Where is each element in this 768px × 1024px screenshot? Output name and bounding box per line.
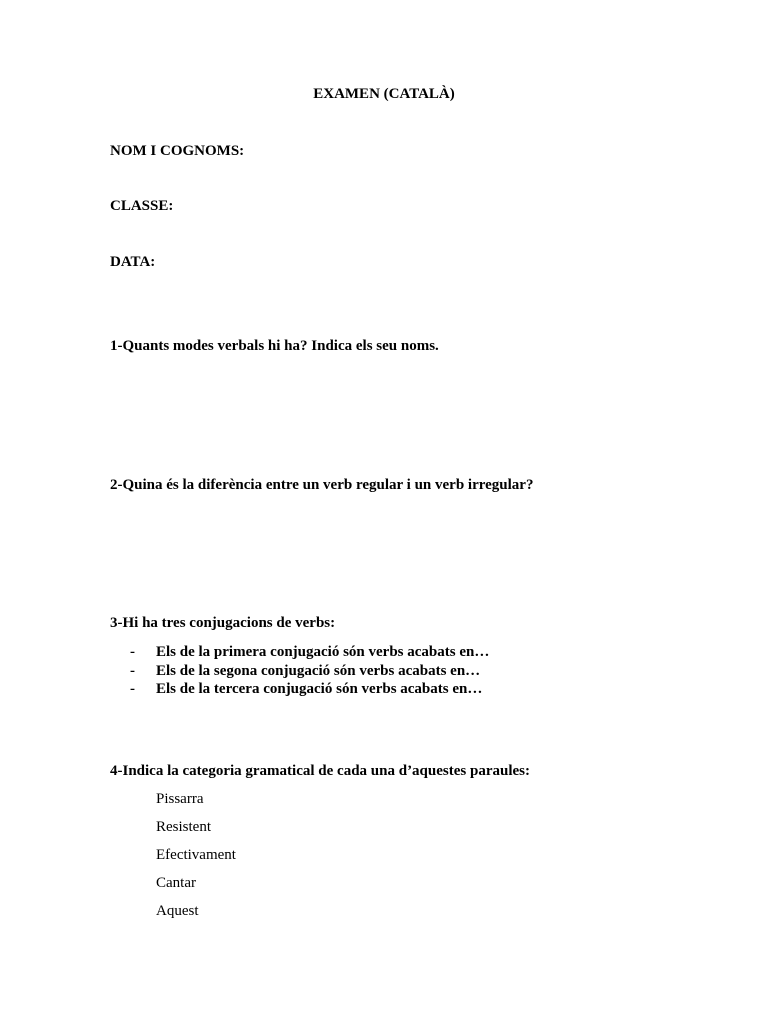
- list-item: Efectivament: [156, 847, 236, 863]
- conjugation-list: [130, 643, 489, 699]
- question-1: 1-Quants modes verbals hi ha? Indica els seu noms.: [110, 338, 439, 354]
- name-field-label: NOM I COGNOMS:: [110, 143, 245, 159]
- dash-bullet: -: [130, 681, 135, 697]
- word-list: [156, 790, 236, 930]
- date-field-label: DATA:: [110, 254, 156, 270]
- list-item: Pissarra: [156, 791, 204, 807]
- exam-title: EXAMEN (CATALÀ): [313, 86, 455, 102]
- dash-bullet: -: [130, 662, 135, 679]
- question-2: 2-Quina és la diferència entre un verb regular i un verb irregular?: [110, 477, 534, 493]
- list-item: Cantar: [156, 875, 196, 891]
- list-item: [130, 680, 489, 699]
- list-item: Aquest: [156, 903, 199, 919]
- list-item-text: Els de la segona conjugació són verbs acabats en…: [156, 662, 481, 679]
- list-item: [130, 643, 489, 662]
- list-item: Resistent: [156, 819, 211, 835]
- dash-bullet: -: [130, 644, 135, 660]
- class-field-label: CLASSE:: [110, 198, 174, 214]
- question-3: 3-Hi ha tres conjugacions de verbs:: [110, 615, 336, 631]
- list-item-text: Els de la primera conjugació són verbs acabats en…: [156, 644, 490, 660]
- question-4: 4-Indica la categoria gramatical de cada una d’aquestes paraules:: [110, 763, 530, 779]
- list-item-text: Els de la tercera conjugació són verbs acabats en…: [156, 681, 483, 697]
- list-item: [130, 662, 489, 681]
